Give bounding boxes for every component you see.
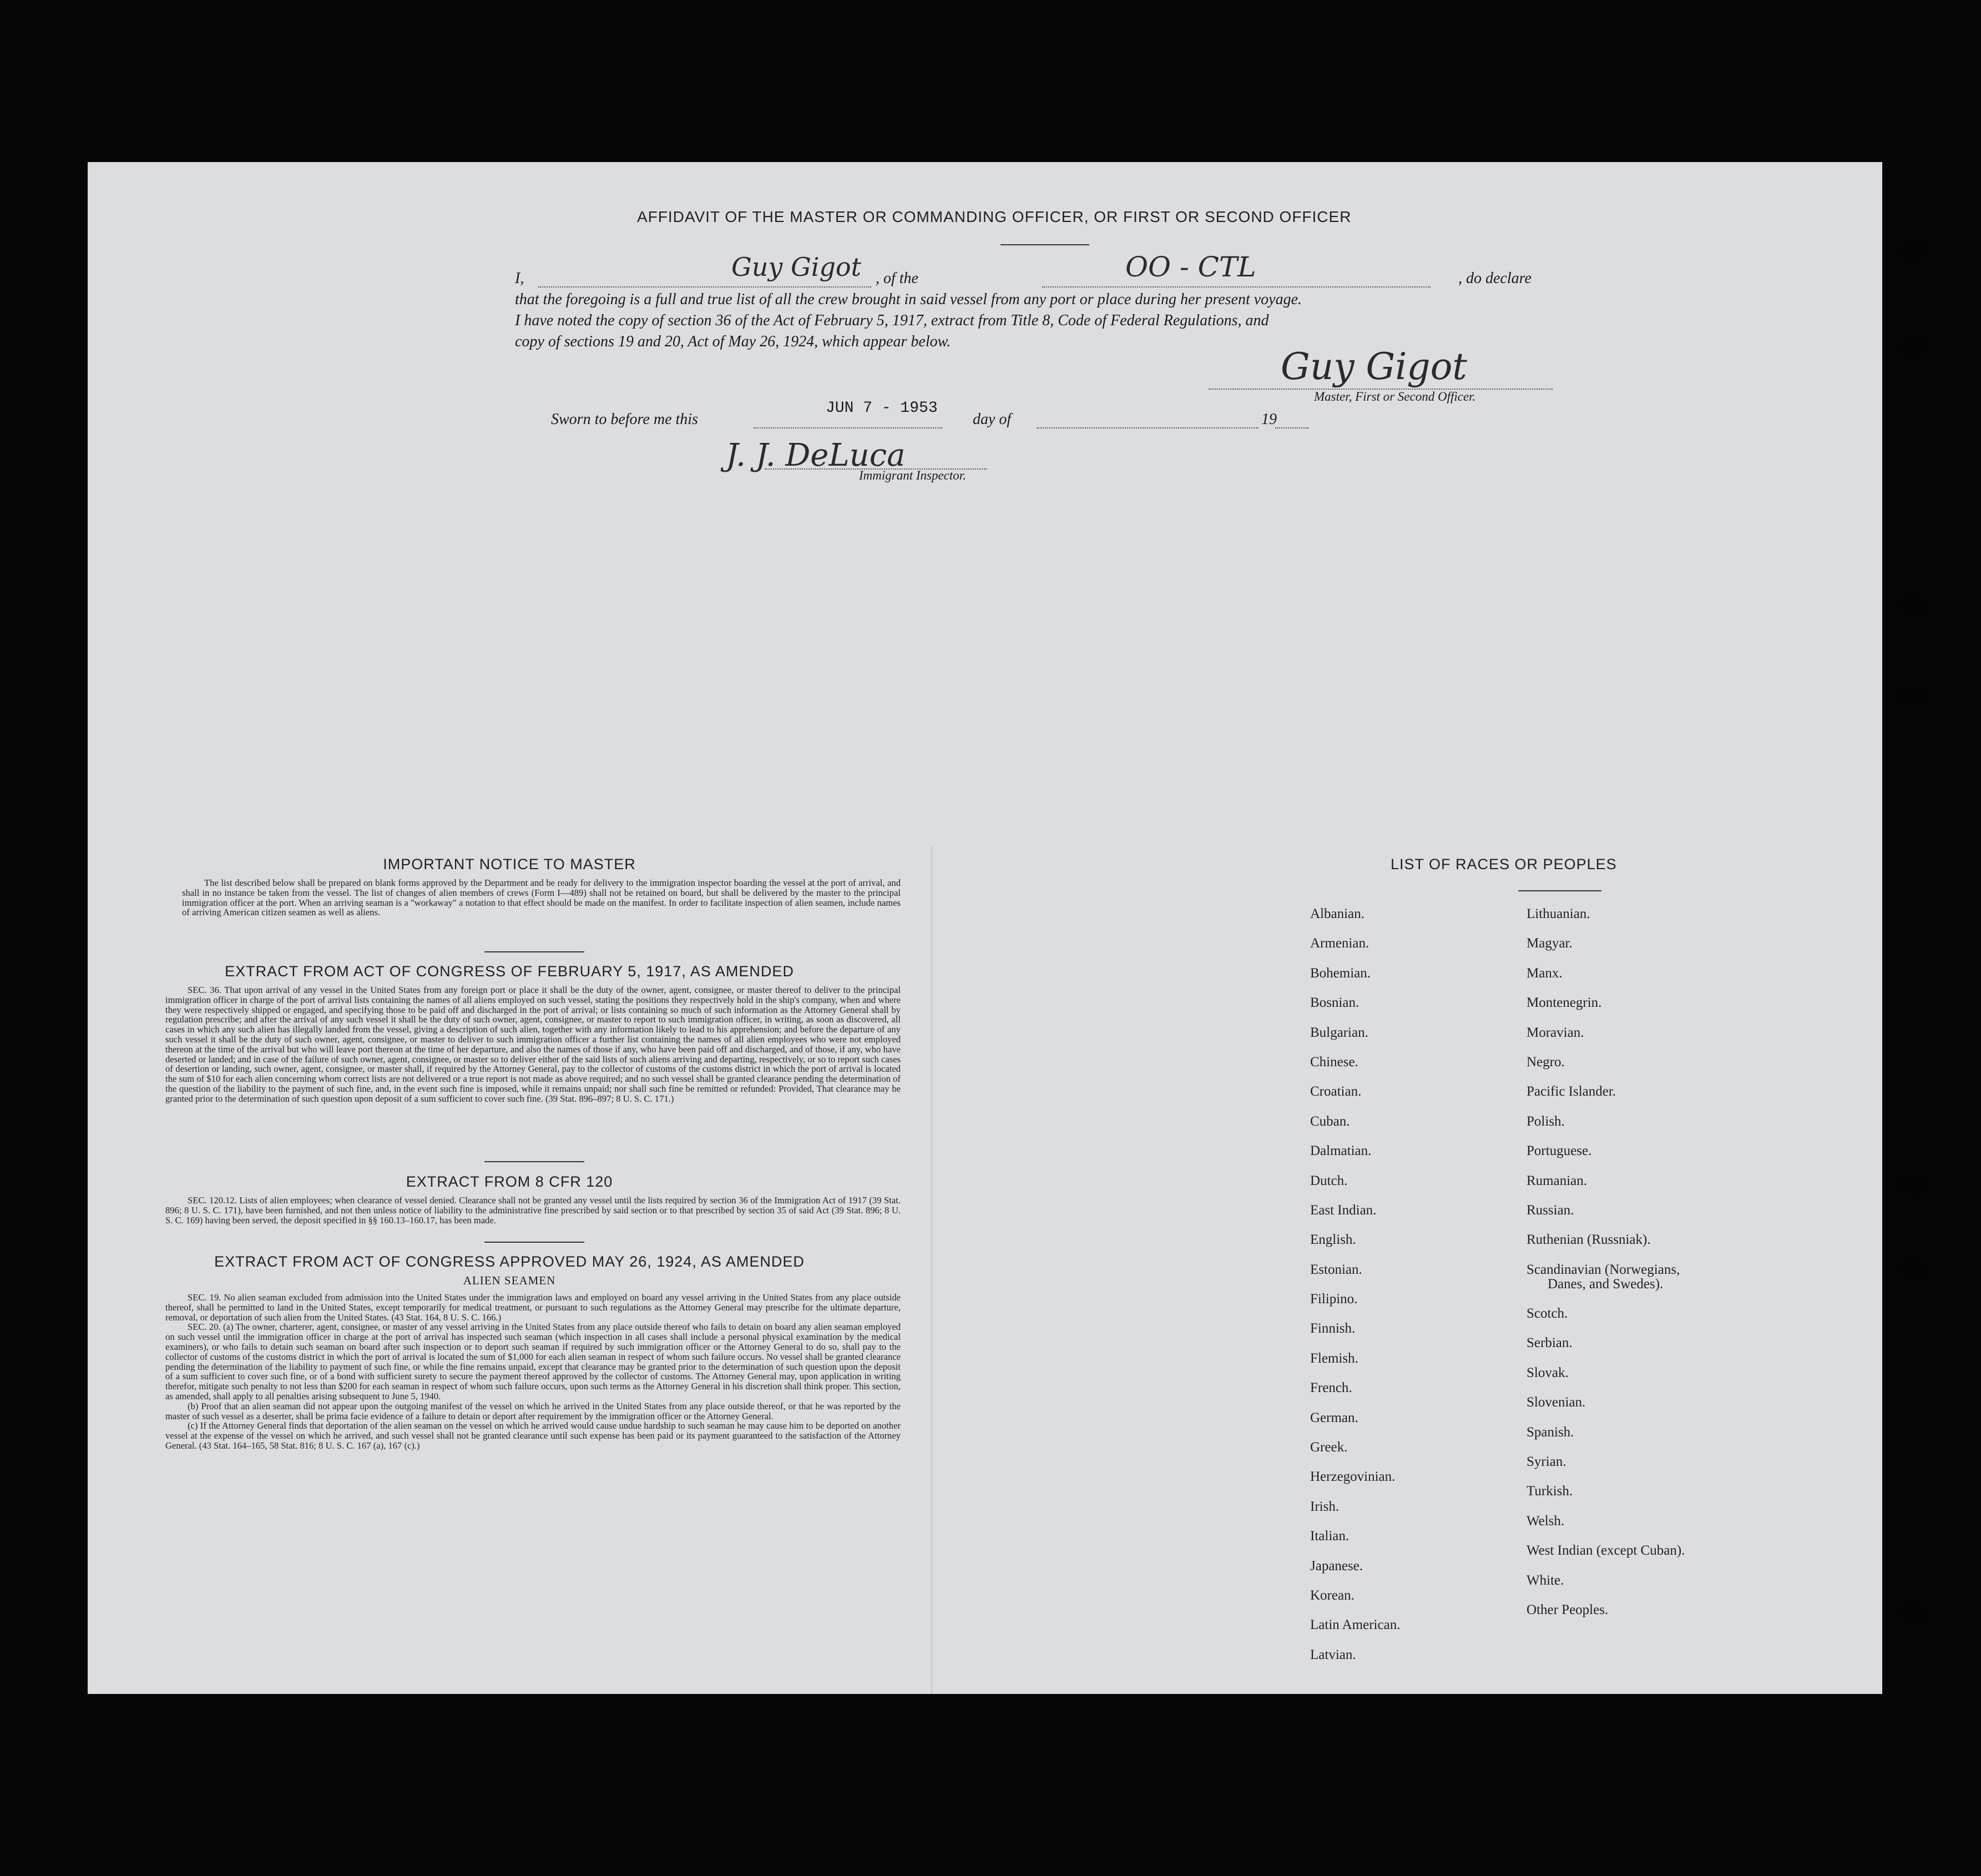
date-line — [754, 427, 942, 428]
races-column-2 — [1527, 899, 1685, 1625]
race-item: Korean. — [1310, 1587, 1355, 1603]
race-item: Negro. — [1527, 1054, 1565, 1070]
race-item: Latvian. — [1310, 1647, 1356, 1662]
race-item: Bulgarian. — [1310, 1025, 1368, 1040]
binder-hole — [1897, 1257, 1929, 1285]
race-item: Lithuanian. — [1527, 906, 1590, 921]
race-item: Pacific Islander. — [1527, 1084, 1616, 1100]
race-item: Filipino. — [1310, 1292, 1358, 1307]
name-line — [538, 286, 871, 288]
race-item: Russian. — [1527, 1202, 1574, 1218]
races-rule — [1518, 890, 1601, 891]
race-item: White. — [1527, 1572, 1564, 1588]
do-declare-text: , do declare — [1458, 270, 1532, 287]
master-signature: Guy Gigot — [1281, 345, 1467, 388]
vessel-name: OO - CTL — [1125, 251, 1256, 283]
binder-hole — [1897, 1170, 1929, 1199]
race-item: Moravian. — [1527, 1025, 1584, 1040]
race-item: Spanish. — [1527, 1424, 1574, 1440]
race-item: German. — [1310, 1410, 1358, 1425]
binder-hole — [1897, 682, 1929, 710]
race-item: Finnish. — [1310, 1321, 1356, 1337]
inspector-label: Immigrant Inspector. — [859, 468, 966, 482]
master-signature-label: Master, First or Second Officer. — [1314, 390, 1476, 404]
race-item: Scandinavian (Norwegians, — [1527, 1262, 1680, 1277]
race-item: Flemish. — [1310, 1350, 1358, 1366]
race-item: East Indian. — [1310, 1202, 1377, 1218]
inspector-signature: J. J. DeLuca — [726, 437, 906, 473]
race-item: Portuguese. — [1527, 1143, 1592, 1159]
race-item: Montenegrin. — [1527, 995, 1602, 1011]
of-the-text: , of the — [876, 270, 918, 287]
race-item: Italian. — [1310, 1529, 1350, 1544]
section-19-paragraph: SEC. 19. No alien seaman excluded from admission into the United States under the immigration laws and employed on board any vessel arriving in the United States from any place outside thereof, shall be permitted to land in the United States, except temporarily for medical treatment, or pursuant to such regulations as the Attorney General may prescribe for the ultimate departure, removal, or deportation of such alien from the United States. (43 Stat. 164, 8 U. S. C. 166.) — [165, 1292, 901, 1323]
extract-cfr-paragraph: SEC. 120.12. Lists of alien employees; when clearance of vessel denied. Clearance shall not be granted any vessel until the lists required by section 36 of the Immigration Act of 1917 (39 Stat. 896; 8 U. S. C. 171), have been furnished, and not then unless notice of liability to the administrative fine prescribed by said section or to that prescribed by section 35 of said Act (39 Stat. 896; 8 U. S. C. 169) having been served, the deposit specified in §§ 160.13–160.17, has been made. — [165, 1195, 901, 1226]
race-item: Albanian. — [1310, 906, 1365, 921]
vessel-line — [1042, 286, 1431, 288]
affidavit-title: AFFIDAVIT OF THE MASTER OR COMMANDING OFFICER, OR FIRST OR SECOND OFFICER — [637, 208, 1352, 225]
extract-1917-paragraph: SEC. 36. That upon arrival of any vessel in the United States from any foreign port or place it shall be the duty of the owner, agent, consignee, or master thereof to deliver to the principal immigration officer in charge of the port of arrival lists containing the names of all aliens employed on such vessel, stating the positions they respectively hold in the ship's company, when and where they were respectively shipped or engaged, and specifying those to be paid off and discharged in the port of arrival; or lists containing so much of such information as the Attorney General shall by regulation prescribe; and after the arrival of any such vessel it shall be the duty of such owner, agent, consignee, or master to report to such immigration officer, in writing, as soon as discovered, all cases in which any such alien has illegally landed from the vessel, giving a description of such alien, together with any information likely to lead to his apprehension; and before the departure of any such vessel it shall be the duty of such owner, agent, consignee, or master to deliver to such immigration officer a further list containing the names of all alien employees who were not employed thereon at the time of the arrival but who will leave port thereon at the time of her departure, and also the names of those if any, who have been paid off and discharged, and of those, if any, who have deserted or landed; and in case of the failure of such owner, agent, consignee, or master so to deliver either of the said lists of such aliens arriving and departing, respectively, or so to report such cases of desertion or landing, such owner, agent, consignee, or master shall, if required by the Attorney General, pay to the collector of customs of the customs district in which the port of arrival is located the sum of $10 for each alien concerning whom correct lists are not delivered or a true report is not made as above required; and no such vessel shall be granted clearance pending the determination of the question of the liability to the payment of such fine, and, in the event such fine is imposed, while it remains unpaid; nor shall such fine be remitted or refunded: Provided, That clearance may be granted prior to the determination of such question upon deposit of a sum sufficient to cover such fine. (39 Stat. 896–897; 8 U. S. C. 171.) — [165, 985, 901, 1104]
race-item: Herzegovinian. — [1310, 1469, 1396, 1485]
race-item: Danes, and Swedes). — [1548, 1277, 1664, 1292]
section-20c-paragraph: (c) If the Attorney General finds that deportation of the alien seaman on the vessel on which he arrived would cause undue hardship to such seaman he may cause him to be deported on another vessel at the expense of the vessel on which he arrived, and such vessel shall not be granted clearance until such expense has been paid or its payment guaranteed to the satisfaction of the Attorney General. (43 Stat. 164–165, 58 Stat. 816; 8 U. S. C. 167 (a), 167 (c).) — [165, 1420, 901, 1451]
race-item: West Indian (except Cuban). — [1527, 1543, 1685, 1559]
sworn-text: Sworn to before me this — [551, 411, 698, 428]
races-title: LIST OF RACES OR PEOPLES — [1391, 856, 1617, 873]
race-item: Estonian. — [1310, 1262, 1362, 1277]
extract-1924-text — [165, 1293, 901, 1451]
race-item: Bohemian. — [1310, 965, 1371, 981]
race-item: French. — [1310, 1380, 1352, 1396]
race-item: Japanese. — [1310, 1558, 1363, 1574]
race-item: Dutch. — [1310, 1173, 1348, 1188]
notice-text — [182, 878, 901, 917]
notice-title: IMPORTANT NOTICE TO MASTER — [383, 856, 636, 873]
extract-1917-title: EXTRACT FROM ACT OF CONGRESS OF FEBRUARY 5, 1917, AS AMENDED — [225, 963, 794, 980]
race-item: Serbian. — [1527, 1335, 1573, 1351]
year-line — [1275, 427, 1308, 428]
extract-1924-subtitle: ALIEN SEAMEN — [463, 1274, 556, 1287]
section-20b-paragraph: (b) Proof that an alien seaman did not appear upon the outgoing manifest of the vessel on which he arrived in the United States from any place outside thereof, or that he was reported by the master of such vessel as a deserter, shall be prima facie evidence of a failure to detain or deport after requirement by the immigration officer or the Attorney General. — [165, 1400, 901, 1421]
race-item: Slovenian. — [1527, 1395, 1586, 1410]
binder-hole — [1897, 592, 1929, 621]
race-item: Syrian. — [1527, 1454, 1566, 1470]
year-prefix: 19 — [1261, 411, 1277, 428]
page-fold — [931, 846, 932, 1694]
extract-1917-rule — [484, 1161, 584, 1162]
extract-1917-text — [165, 985, 901, 1104]
race-item: Irish. — [1310, 1499, 1340, 1514]
affidavit-line-4: copy of sections 19 and 20, Act of May 26, 1924, which appear below. — [515, 333, 951, 350]
form-sheet — [88, 162, 1882, 1694]
binder-hole — [1897, 1598, 1929, 1627]
date-stamp: JUN 7 - 1953 — [826, 400, 938, 417]
notice-rule — [484, 951, 584, 952]
title-rule — [1000, 244, 1089, 245]
race-item: Slovak. — [1527, 1365, 1569, 1380]
section-20a-paragraph: SEC. 20. (a) The owner, charterer, agent, consignee, or master of any vessel arriving in the United States from any place outside thereof who fails to detain on board any alien seaman employed on such vessel until the immigration officer in charge at the port of arrival has inspected such seaman (which inspection in all cases shall include a personal physical examination by the medical examiners), or who fails to detain such seaman on board after such inspection or to deport such seaman if required by such immigration officer or the Attorney General to do so, shall pay to the collector of customs of the customs district in which the port of arrival is located the sum of $1,000 for each alien seaman in respect of whom such failure occurs. No vessel shall be granted clearance pending the determination of the liability to payment of such fine, or while the fine remains unpaid, except that clearance may be granted prior to the determination of such question upon the deposit of a sum sufficient to cover such fine, or of a bond with sufficient surety to secure the payment thereof approved by the collector of customs. The Attorney General may, upon application in writing therefor, mitigate such penalty to not less than $200 for each seaman in respect of whom such failure occurs, upon such terms as the Attorney General in his discretion shall think proper. This section, as amended, shall apply to all penalties arising subsequent to June 5, 1940. — [165, 1322, 901, 1401]
extract-cfr-title: EXTRACT FROM 8 CFR 120 — [406, 1173, 613, 1190]
race-item: Polish. — [1527, 1113, 1565, 1129]
notice-paragraph: The list described below shall be prepared on blank forms approved by the Department and be ready for delivery to the immigration inspector boarding the vessel at the port of arrival, and shall in no instance be taken from the vessel. The list of changes of alien members of crews (Form I—489) shall not be retained on board, but shall be delivered by the master to the principal immigration officer at the port. When an arriving seaman is a "workaway" a notation to that effect should be made on the manifest. In order to facilitate inspection of alien seamen, include names of arriving American citizen seamen as well as aliens. — [182, 878, 901, 918]
race-item: Turkish. — [1527, 1484, 1573, 1499]
race-item: Bosnian. — [1310, 995, 1360, 1011]
extract-cfr-rule — [484, 1242, 584, 1243]
race-item: Greek. — [1310, 1440, 1348, 1455]
race-item: Manx. — [1527, 965, 1563, 981]
race-item: Latin American. — [1310, 1617, 1401, 1633]
race-item: Dalmatian. — [1310, 1143, 1372, 1159]
day-of-text: day of — [973, 411, 1012, 428]
race-item: Armenian. — [1310, 936, 1369, 951]
extract-cfr-text — [165, 1196, 901, 1225]
race-item: Welsh. — [1527, 1513, 1565, 1529]
race-item: Croatian. — [1310, 1084, 1362, 1100]
race-item: Chinese. — [1310, 1054, 1358, 1070]
declarant-name: Guy Gigot — [731, 252, 862, 282]
affidavit-line-2: that the foregoing is a full and true list of all the crew brought in said vessel from any port or place during her present voyage. — [515, 291, 1302, 308]
month-line — [1037, 427, 1259, 428]
race-item: Ruthenian (Russniak). — [1527, 1232, 1651, 1248]
affidavit-line-3: I have noted the copy of section 36 of the Act of February 5, 1917, extract from Title 8, Code of Federal Regulations, and — [515, 312, 1269, 329]
binder-hole — [1897, 235, 1929, 264]
extract-1924-title: EXTRACT FROM ACT OF CONGRESS APPROVED MAY 26, 1924, AS AMENDED — [214, 1253, 805, 1270]
declarant-prefix: I, — [515, 270, 524, 287]
binder-hole — [1897, 331, 1929, 360]
race-item: Magyar. — [1527, 936, 1573, 951]
race-item: Scotch. — [1527, 1306, 1568, 1322]
race-item: English. — [1310, 1232, 1356, 1248]
race-item: Cuban. — [1310, 1113, 1350, 1129]
races-column-1 — [1310, 899, 1400, 1670]
race-item: Other Peoples. — [1527, 1602, 1609, 1617]
race-item: Rumanian. — [1527, 1173, 1588, 1188]
